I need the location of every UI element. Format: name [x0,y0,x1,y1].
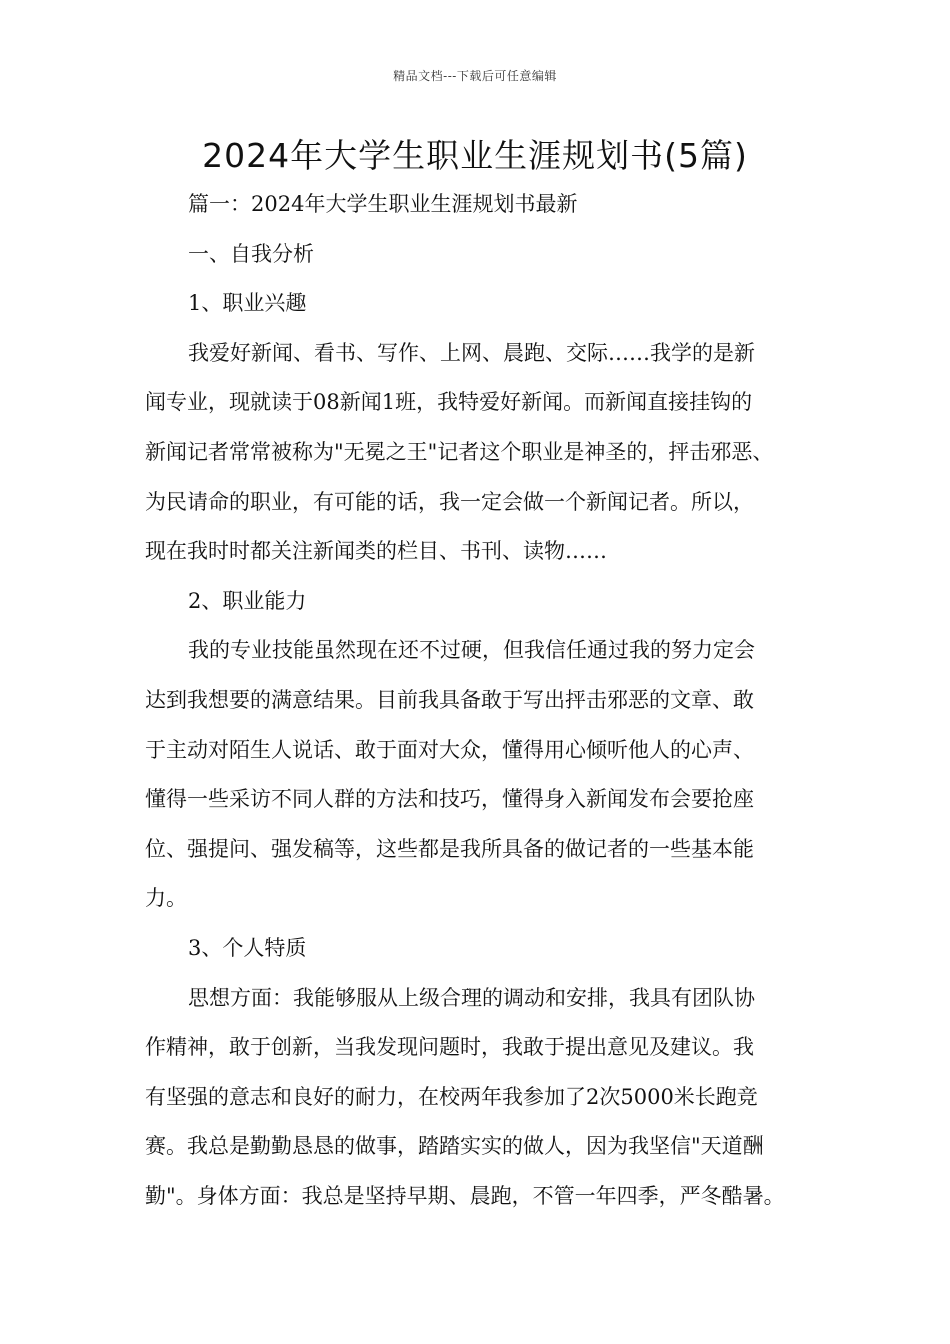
paragraph-line: 有坚强的意志和良好的耐力，在校两年我参加了2次5000米长跑竞 [145,1084,758,1109]
paragraph-line: 新闻记者常常被称为"无冕之王"记者这个职业是神圣的，抨击邪恶、 [145,439,774,464]
paragraph-line: 我的专业技能虽然现在还不过硬，但我信任通过我的努力定会 [188,638,755,663]
document-body [145,180,825,1221]
paragraph-line: 现在我时时都关注新闻类的栏目、书刊、读物…… [145,539,607,564]
paragraph-line: 1、职业兴趣 [188,291,307,316]
page-header: 精品文档---下载后可任意编辑 [393,69,557,83]
paragraph-line: 位、强提问、强发稿等，这些都是我所具备的做记者的一些基本能 [145,836,754,861]
paragraph-line: 篇一：2024年大学生职业生涯规划书最新 [188,192,578,216]
paragraph-line: 达到我想要的满意结果。目前我具备敢于写出抨击邪恶的文章、敢 [145,687,754,712]
paragraph-line: 赛。我总是勤勤恳恳的做事，踏踏实实的做人，因为我坚信"天道酬 [145,1134,764,1159]
paragraph-line: 我爱好新闻、看书、写作、上网、晨跑、交际……我学的是新 [188,340,755,365]
paragraph-line: 3、个人特质 [188,935,307,960]
paragraph-line: 为民请命的职业，有可能的话，我一定会做一个新闻记者。所以， [145,489,754,514]
paragraph-line: 作精神，敢于创新，当我发现问题时，我敢于提出意见及建议。我 [145,1035,754,1060]
paragraph-line: 闻专业，现就读于08新闻1班，我特爱好新闻。而新闻直接挂钩的 [145,390,753,415]
paragraph-line: 一、自我分析 [188,241,314,266]
document-title: 2024年大学生职业生涯规划书(5篇) [202,136,748,175]
paragraph-line: 思想方面：我能够服从上级合理的调动和安排，我具有团队协 [188,985,755,1010]
paragraph-line: 于主动对陌生人说话、敢于面对大众，懂得用心倾听他人的心声、 [145,737,754,762]
paragraph-line: 力。 [145,886,187,911]
paragraph-line: 2、职业能力 [188,588,307,613]
paragraph-line: 勤"。身体方面：我总是坚持早期、晨跑，不管一年四季，严冬酷暑。 [145,1183,785,1208]
paragraph-line: 懂得一些采访不同人群的方法和技巧，懂得身入新闻发布会要抢座 [145,787,754,812]
